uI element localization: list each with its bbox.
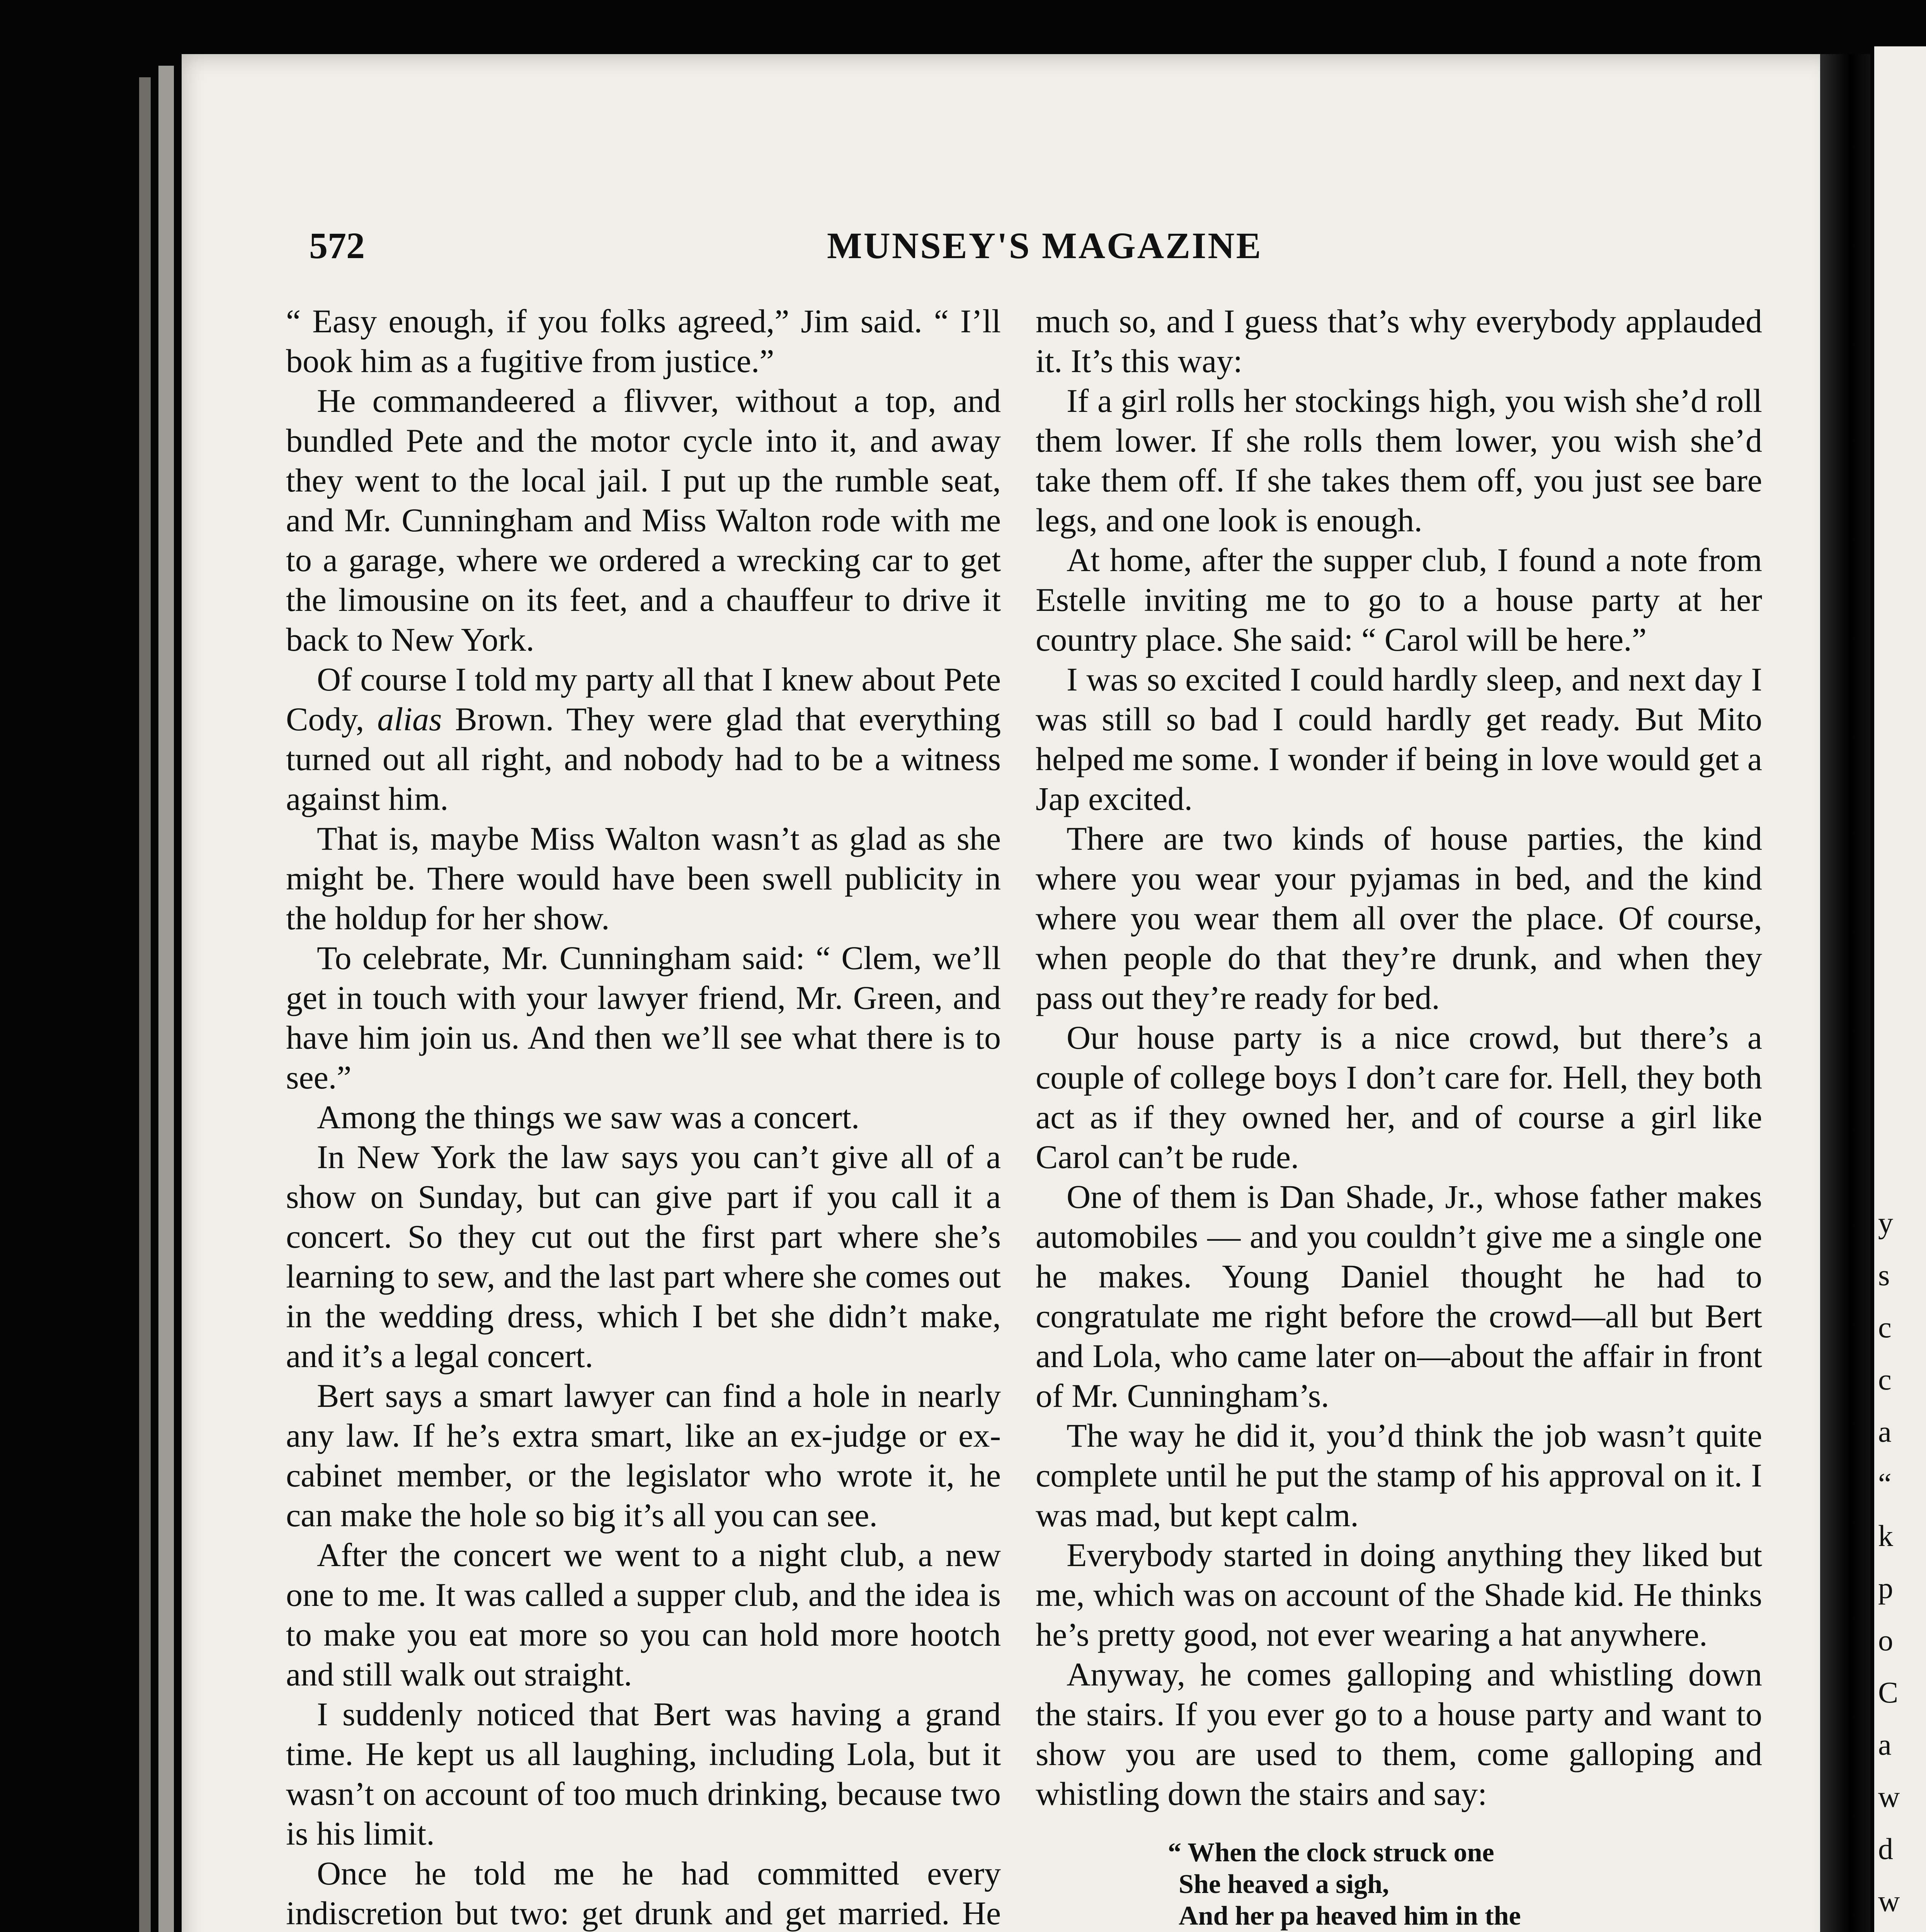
page-stack-edge xyxy=(139,77,151,1932)
left-column xyxy=(286,301,1001,1932)
paragraph xyxy=(286,660,1001,819)
paragraph: Among the things we saw was a concert. xyxy=(317,1099,860,1136)
facing-page-fragment: a xyxy=(1878,1415,1892,1448)
paragraph: One of them is Dan Shade, Jr., whose father makes automobiles — and you couldn’t give me a single one he makes. Young Daniel thought he had to congratulate me right before the crowd—all but Bert and Lola, who came later on—about the affair in front of Mr. Cunningham’s. xyxy=(1036,1178,1762,1414)
facing-page-fragment: s xyxy=(1878,1258,1890,1292)
page-header xyxy=(309,224,1793,270)
paragraph-text: Of course I told my party all that I knew about Pete Cody, xyxy=(286,661,1001,738)
facing-page-edge xyxy=(1874,46,1926,1932)
paragraph: To celebrate, Mr. Cunningham said: “ Clem, we’ll get in touch with your lawyer friend, Mr. Green, and have him join us. And then we’ll see what there is to see.” xyxy=(286,939,1001,1096)
verse-line: “ When the clock struck one xyxy=(1168,1838,1494,1867)
facing-page-fragment: “ xyxy=(1878,1467,1892,1500)
paragraph: Once he told me he had committed every indiscretion but two: get drunk and get married. He xyxy=(286,1855,1001,1932)
facing-page-fragment: a xyxy=(1878,1728,1892,1761)
paragraph: Anyway, he comes galloping and whistling down the stairs. If you ever go to a house party and want to show you are used to them, come galloping and whistling down the stairs and say: xyxy=(1036,1656,1762,1812)
facing-page-fragment: w xyxy=(1878,1780,1900,1813)
verse-line: And her pa heaved him in the xyxy=(1179,1901,1521,1931)
italic-word: alias xyxy=(377,701,442,738)
page-number: 572 xyxy=(309,225,365,266)
facing-page-fragment: d xyxy=(1878,1832,1893,1866)
right-column xyxy=(1036,301,1762,1932)
facing-page-fragment: C xyxy=(1878,1675,1899,1709)
verse-quote xyxy=(1168,1837,1762,1932)
paragraph: In New York the law says you can’t give all of a show on Sunday, but can give part if you call it a concert. So they cut out the first part where she’s learning to sew, and the last part where she comes out in the wedding dress, which I bet she didn’t make, and it’s a legal concert. xyxy=(286,1138,1001,1374)
paragraph: There are two kinds of house parties, the kind where you wear your pyjamas in bed, and the kind where you wear them all over the place. Of course, when people do that they’re drunk, and when they pass out they’re ready for bed. xyxy=(1036,820,1762,1016)
paragraph: At home, after the supper club, I found a note from Estelle inviting me to go to a house party at her country place. She said: “ Carol will be here.” xyxy=(1036,541,1762,658)
paragraph: If a girl rolls her stockings high, you wish she’d roll them lower. If she rolls them lower, you wish she’d take them off. If she takes them off, you just see bare legs, and one look is enough. xyxy=(1036,382,1762,539)
facing-page-fragment: w xyxy=(1878,1884,1900,1918)
paragraph: After the concert we went to a night club, a new one to me. It was called a supper club, and the idea is to make you eat more so you can hold more hootch and still walk out straight. xyxy=(286,1536,1001,1693)
paragraph: much so, and I guess that’s why everybody applauded it. It’s this way: xyxy=(1036,303,1762,379)
paragraph: The way he did it, you’d think the job wasn’t quite complete until he put the stamp of his approval on it. I was mad, but kept calm. xyxy=(1036,1417,1762,1534)
page-stack-edge xyxy=(158,66,174,1932)
paragraph: “ Easy enough, if you folks agreed,” Jim said. “ I’ll book him as a fugitive from justice.” xyxy=(286,303,1001,379)
paragraph: I was so excited I could hardly sleep, and next day I was still so bad I could hardly get ready. But Mito helped me some. I wonder if being in love would get a Jap excited. xyxy=(1036,661,1762,817)
paragraph: He commandeered a flivver, without a top, and bundled Pete and the motor cycle into it, and away they went to the local jail. I put up the rumble seat, and Mr. Cunningham and Miss Walton rode with me to a garage, where we ordered a wrecking car to get the limousine on its feet, and a chauffeur to drive it back to New York. xyxy=(286,382,1001,658)
facing-page-fragment: p xyxy=(1878,1571,1893,1605)
verse-line: She heaved a sigh, xyxy=(1179,1869,1389,1899)
paragraph: Everybody started in doing anything they liked but me, which was on account of the Shade kid. He thinks he’s pretty good, not ever wearing a hat anywhere. xyxy=(1036,1536,1762,1653)
paragraph: Bert says a smart lawyer can find a hole in nearly any law. If he’s extra smart, like an ex-judge or ex-cabinet member, or the legislator who wrote it, he can make the hole so big it’s all you can see. xyxy=(286,1377,1001,1534)
running-title: MUNSEY'S MAGAZINE xyxy=(827,225,1262,266)
facing-page-fragment: o xyxy=(1878,1623,1893,1657)
facing-page-fragment: c xyxy=(1878,1362,1892,1396)
facing-page-fragment: k xyxy=(1878,1519,1893,1553)
paragraph-text: Brown. They were glad that everything turned out all right, and nobody had to be a witness against him. xyxy=(286,701,1001,817)
facing-page-fragment: c xyxy=(1878,1310,1892,1344)
book-gutter xyxy=(1820,54,1870,1932)
paragraph: I suddenly noticed that Bert was having a grand time. He kept us all laughing, including Lola, but it wasn’t on account of too much drinking, because two is his limit. xyxy=(286,1696,1001,1852)
facing-page-fragment: y xyxy=(1878,1206,1893,1240)
paragraph: Our house party is a nice crowd, but there’s a couple of college boys I don’t care for. Hell, they both act as if they owned her, and of course a girl like Carol can’t be rude. xyxy=(1036,1019,1762,1175)
paragraph: That is, maybe Miss Walton wasn’t as glad as she might be. There would have been swell publicity in the holdup for her show. xyxy=(286,820,1001,937)
